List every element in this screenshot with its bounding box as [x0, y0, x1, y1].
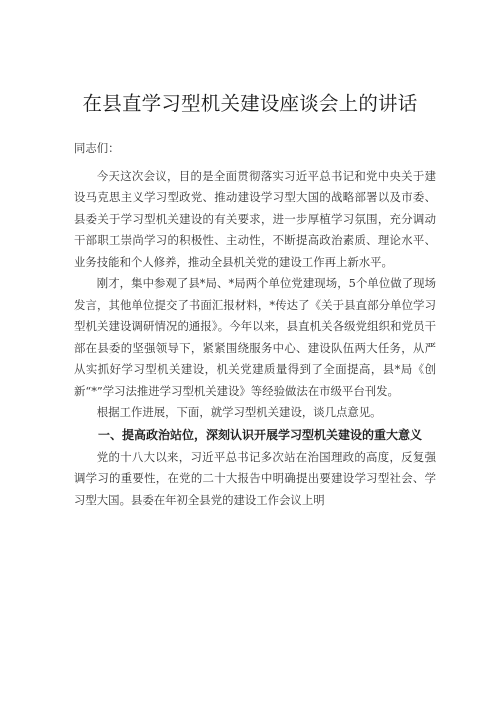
document-body: [74, 138, 436, 511]
document-title: 在县直学习型机关建设座谈会上的讲话: [82, 92, 418, 115]
paragraph-transition: 根据工作进展，下面，就学习型机关建设，谈几点意见。: [96, 405, 382, 419]
section-heading-1: 一、提高政治站位，深刻认识开展学习型机关建设的重大意义: [98, 427, 423, 442]
paragraph-review: 刚才，集中参观了县*局、*局两个单位党建现场，5个单位做了现场发言，其他单位提交了书面汇报材料，*传达了《关于县直部分单位学习型机关建设调研情况的通报》。今年以来，县直机关各级党组织和党员干部在县委的坚强领导下，紧紧围绕服务中心、建设队伍两大任务，从严从实抓好学习型机关建设，机关党建质量得到了全面提高，县*局《创新“*”学习法推进学习型机关建设》等经验做法在市级平台刊发。: [74, 276, 436, 398]
paragraph-opening: 今天这次会议，目的是全面贯彻落实习近平总书记和党中央关于建设马克思主义学习型政党、推动建设学习型大国的战略部署以及市委、县委关于学习型机关建设的有关要求，进一步厚植学习氛围，充分调动干部职工崇尚学习的积极性、主动性，不断提高政治素质、理论水平、业务技能和个人修养，推动全县机关党的建设工作再上新水平。: [74, 168, 436, 269]
paragraph-section-1: 党的十八大以来，习近平总书记多次站在治国理政的高度，反复强调学习的重要性，在党的二十大报告中明确提出要建设学习型社会、学习型大国。县委在年初全县党的建设工作会议上明: [74, 449, 436, 507]
salutation: 同志们：: [74, 141, 120, 155]
